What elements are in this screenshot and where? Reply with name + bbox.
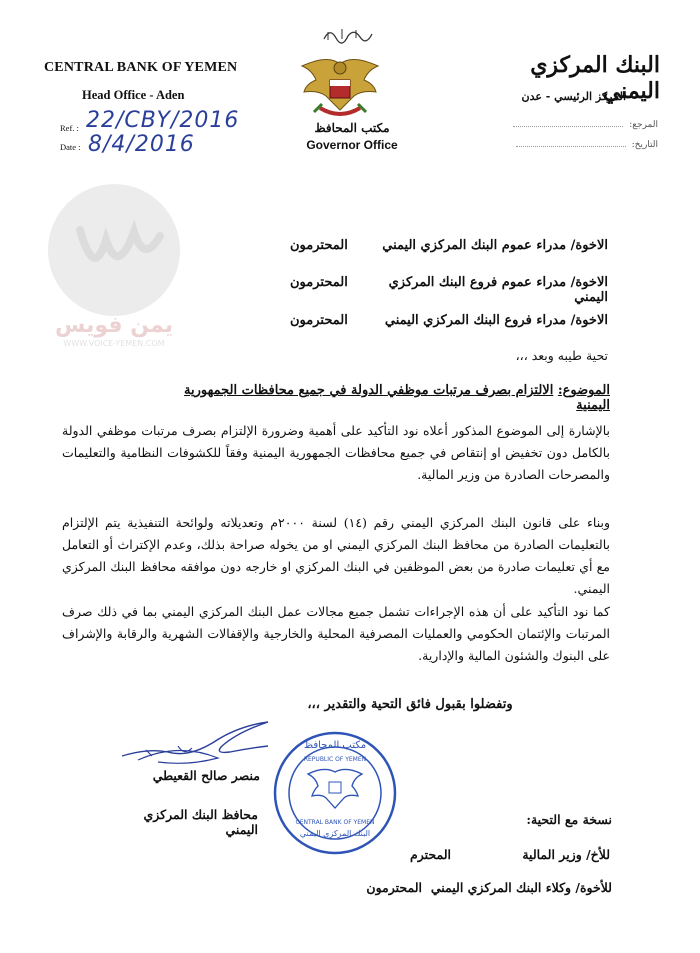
copy-honorific: المحترم [410, 847, 451, 862]
basmala-calligraphy [322, 24, 374, 48]
addressee-recipient: الاخوة/ مدراء عموم فروع البنك المركزي اليمني [388, 275, 608, 305]
body-paragraph: كما نود التأكيد على أن هذه الإجراءات تشمل جميع مجالات عمل البنك المركزي اليمني بما في ذلك صرف المرتبات والإئتمان الحكومي والعمليات المصرفية المحلية والخارجية والإقفالات الشهرية والرقابة والإشراف على البنوك والشئون المالية والإدارية. [62, 604, 610, 663]
handwritten-reference: 22/CBY/2016 [86, 108, 240, 133]
addressee-recipient: الاخوة/ مدراء عموم البنك المركزي اليمني [382, 238, 608, 253]
stamp-bank-arabic: البنك المركزي اليمني [299, 829, 371, 838]
voice-yemen-watermark [34, 180, 199, 350]
signatory-name: منصر صالح القعيطي [152, 768, 260, 783]
stamp-republic-text: REPUBLIC OF YEMEN [303, 756, 367, 763]
addressee-line [290, 313, 608, 328]
addressee-recipient: الاخوة/ مدراء فروع البنك المركزي اليمني [384, 313, 608, 328]
arabic-reference-field [468, 120, 658, 130]
addressee-honorific: المحترمون [290, 275, 348, 290]
addressee-honorific: المحترمون [290, 313, 348, 328]
closing-phrase: وتفضلوا بقبول فائق التحية والتقدير ،،، [307, 697, 513, 712]
date-dotted-line [516, 146, 626, 147]
subject-line [150, 383, 610, 413]
yemen-eagle-emblem-icon [296, 54, 384, 122]
arabic-reference-label: المرجع: [629, 120, 658, 130]
date-label: Date : [60, 142, 81, 152]
reference-dotted-line [513, 126, 623, 127]
arabic-date-field [468, 140, 658, 150]
governor-office-english: Governor Office [306, 138, 398, 152]
reference-label: Ref. : [60, 123, 79, 133]
arabic-bank-name: البنك المركزي اليمني [530, 52, 660, 104]
signatory-title: محافظ البنك المركزي اليمني [143, 807, 258, 837]
watermark-url-text: WWW.VOICE-YEMEN.COM [63, 339, 165, 348]
addressee-honorific: المحترمون [290, 238, 348, 253]
english-bank-name: CENTRAL BANK OF YEMEN [44, 60, 238, 75]
addressee-line [290, 238, 608, 253]
body-paragraph: بالإشارة إلى الموضوع المذكور أعلاه نود التأكيد على أهمية وضرورة الإلتزام بصرف مرتبات موظفي الدولة بالكامل دون تخفيض او إنتقاص في جميع محافظات الجمهورية اليمنية وفقاً للكشوفات النظامية والتعليمات والمصرحات الصادرة من وزير المالية. [62, 423, 610, 482]
copy-recipient: للأخوة/ وكلاء البنك المركزي اليمني [430, 880, 612, 895]
copy-recipient-line [410, 847, 610, 862]
governor-office-arabic: مكتب المحافظ [314, 121, 390, 135]
greeting: تحية طيبه وبعد ،،، [515, 348, 608, 363]
copy-recipient: للأخ/ وزير المالية [522, 847, 610, 862]
addressee-line [290, 275, 608, 305]
copies-label: نسخة مع التحية: [526, 812, 612, 827]
official-stamp [270, 728, 400, 858]
arabic-office-name: المركز الرئيسي - عدن [521, 90, 626, 103]
stamp-bank-english: CENTRAL BANK OF YEMEN [295, 819, 375, 826]
watermark-arabic-text: يمن فويس [54, 313, 174, 338]
calligraphy-icon [322, 24, 374, 44]
body-paragraph: وبناء على قانون البنك المركزي اليمني رقم (١٤) لسنة ٢٠٠٠م وتعديلاته ولوائحة التنفيذية يتم الإلتزام بالتعليمات الصادرة من محافظ البنك المركزي اليمني او من يخوله صراحة بذلك، وعدم الإكتراث أو التعامل مع أي تعليمات صادرة من بعض الموظفين في البنك المركزي او خارجه دون موافقه محافظ البنك المركزي اليمني. [62, 515, 610, 596]
subject-text: الالتزام بصرف مرتبات موظفي الدولة في جميع محافظات الجمهورية اليمنية [184, 383, 610, 413]
copy-honorific: المحترمون [366, 880, 422, 895]
handwritten-date: 8/4/2016 [88, 132, 195, 157]
copy-recipient-line [366, 880, 612, 895]
subject-label: الموضوع: [557, 383, 610, 398]
arabic-date-label: التاريخ: [631, 140, 658, 150]
handwritten-signature [118, 712, 278, 768]
english-office-name: Head Office - Aden [82, 88, 185, 102]
stamp-top-text: مكتب المحافظ [303, 740, 367, 751]
